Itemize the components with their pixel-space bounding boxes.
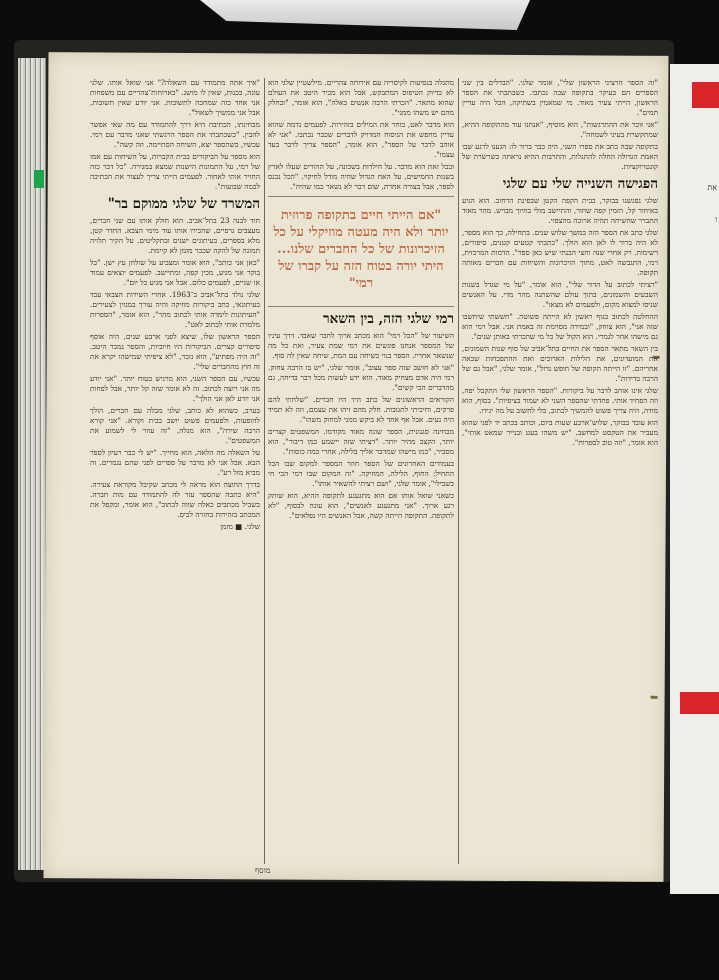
body-paragraph: מתגלה בנסיעות לקיסריה עם אירוחה צהריים. מילשטיין שלגי הוא לא בדיוק הטיפוס המתבקש, אבל הוא מכיר היטב את העולם שהוא מתאר. "הכרתי הרבה אנשים כאלה", הוא אומר, "ובחלק מהם יש משהו ממני". [268, 78, 454, 117]
body-paragraph: שלגי נולד בתל־אביב ב־1963. אחרי השירות הצבאי עבד כעיתונאי, כתב ביקורות מוזיקה והיה עורך במגזין לצעירים. "העיתונות לימדה אותי לכתוב מהר", הוא אומר, "הספרות מלמדת אותי לכתוב לאט". [90, 290, 260, 329]
article-column-right [462, 78, 658, 858]
next-page-edge [670, 64, 719, 894]
body-paragraph: השיעור של "הכל רמי" הוא מכתב ארוך לחבר שאבד. דרך עיניו של המספר אנחנו פוגשים את רמי שמת צעיר, ואת כל מה שנשאר אחריו. הספר בנוי כשיחה עם המת, שיחה שאין לה סוף. [268, 331, 454, 360]
body-paragraph: על השאלה מה הלאה, הוא מחייך. "יש לי כבר רעיון לספר הבא. אבל אני לא מדבר על ספרים לפני שהם נגמרים. זה מביא מזל רע". [90, 448, 260, 477]
pull-quote-rule [268, 196, 454, 197]
body-paragraph: שלגי אינו אוהב לדבר על ביקורות. "הספר הראשון שלי התקבל יפה, וזה הפחיד אותי. פחדתי שהספר השני לא יעמוד בציפיות". בסוף, הוא מודה, היה צריך פשוט להמשיך לכתוב, בלי לחשוב על מה יגידו. [462, 386, 658, 415]
body-paragraph: "כאן אני כותב", הוא אומר ומצביע על שולחן עץ ישן. "כל בוקר אני מגיע, מכין קפה, ומתיישב. לפעמים יוצאים עמוד או שניים, לפעמים כלום. אבל אני מגיע כל יום". [90, 258, 260, 287]
next-page-text-fragment: ו [714, 215, 717, 224]
red-header-block-lower [680, 692, 719, 714]
article-signoff: שלגי. ■ מזמן [220, 522, 260, 531]
body-paragraph: ההחלטה לכתוב בגוף ראשון לא הייתה פשוטה. "חששתי שיחשבו שזה אני", הוא צוחק, "ובמידה מסוימת זה באמת אני. אבל רמי הוא גם מישהו אחר לגמרי. הוא הקול של כל מי שהכרתי באותן שנים". [462, 312, 658, 341]
pull-quote: "אם הייתי חיים בתקופה פרוזית יותר ולא היה מעטה מוזיקלי על כל הזיכרונות של כל החברים שלנו... היתי יורה בטוח הזה על קברו של רמי" [273, 208, 449, 291]
body-paragraph: בעמודים האחרונים של הספר חוזר המספר למקום שבו הכל התחיל: החוף, הלילה, המוזיקה. "זה המקום שבו רמי הכי חי בשבילי", אומר שלגי, "ושם רציתי להשאיר אותו". [268, 459, 454, 488]
body-paragraph: הוא מספר על הביקורים בבית הקברות, על השיחות עם אמו של רמי, על התמונות הישנות שמצא במגירה. "כל דבר כזה החזיר אותי לאחור. לפעמים הייתי צריך לעצור את הכתיבה לכמה שבועות". [90, 152, 260, 191]
section-subheading: הפגישה השנייה שלי עם שלגי [502, 176, 658, 192]
body-paragraph: הספר הראשון שלו, שיצא לפני ארבע שנים, היה אוסף סיפורים קצרים. הביקורות היו חיוביות, והספר נמכר היטב. "זה היה מפתיע", הוא נזכר, "לא ציפיתי שמישהו יקרא את זה חוץ מהחברים שלי". [90, 332, 260, 371]
body-paragraph: "אני לא חושב שזה ספר עצוב", אומר שלגי, "יש בו הרבה צחוק. רמי היה אדם מצחיק מאוד. הוא ידע לעשות מכל דבר בדיחה, גם מהדברים הכי קשים". [268, 363, 454, 392]
body-paragraph: מבחינתו, הכתיבה היא דרך להתמודד עם מה שאי אפשר להבין. "כשכתבתי את הספר הרגשתי שאני מדבר עם רמי. עכשיו, כשהספר יצא, השיחה הסתיימה. וזה קשה". [90, 120, 260, 149]
body-paragraph: עכשיו, עם הספר השני, הוא מרגיש בטוח יותר. "אני יודע מה אני רוצה לכתוב. זה לא אומר שזה קל יותר, אבל לפחות אני יודע לאן אני הולך". [90, 374, 260, 403]
column-rule [458, 78, 459, 864]
body-paragraph: הוא עובד בבוקר, שלוש־ארבע שעות ביום, וכותב בכתב יד לפני שהוא מעביר את הטקסט למחשב. "יש משהו בעט ובנייר שמאט אותי", הוא אומר, "וזה טוב לספרות". [462, 418, 658, 447]
body-paragraph: "אני זוכר את ההתרגשות", הוא מוסיף, "אנחנו עוד מהתקופה ההיא, שמתקשרת בעיני לשמחה". [462, 120, 658, 139]
body-paragraph: "רציתי לכתוב על הדור שלי", הוא אומר, "על מי שגדל בשנות השבעים והשמונים, בתוך עולם שהשתנה מהר מדי. על האנשים שניסו למצוא מקום, ולפעמים לא מצאו". [462, 280, 658, 309]
article-column-left [90, 78, 260, 858]
body-paragraph: חוד לבנה 23 בתל־אביב. הוא חולק אותו עם שני חברים, מעצבים גרפיים, שהכירו אותו עוד מימי הצבא. החדר קטן, מלא בספרים, בעיתונים ישנים ובתקליטים. על הקיר תלויה תמונה של להקה שכבר מזמן לא קיימת. [90, 216, 260, 255]
body-paragraph: בערב, כשהוא לא כותב, שלגי מבלה עם חברים, הולך להופעות, ולפעמים פשוט יושב בבית וקורא. "אני קורא הרבה שירה", הוא מגלה, "זה עוזר לי לשמוע את המשפטים". [90, 406, 260, 445]
body-paragraph: הקוראים הראשונים של כתב היד היו חברים. "שלחתי להם פרקים, וחיכיתי לתגובות. חלק מהם זיהו את עצמם, וזה לא תמיד היה נעים. אבל אף אחד לא ביקש ממני למחוק משהו". [268, 395, 454, 424]
body-paragraph: מבחינה סגנונית, הספר שונה מאוד מקודמו. המשפטים קצרים יותר, הקצב מהיר יותר. "רציתי שזה יישמע כמו דיבור", הוא מסביר, "כמו מישהו שמדבר אליך בלילה, אחרי כמה כוסות". [268, 427, 454, 456]
paper-glare [200, 0, 530, 30]
body-paragraph: כשאני שואל אותו אם הוא מתגעגע לתקופה ההיא, הוא שותק רגע ארוך. "אני מתגעגע לאנשים", הוא עונה לבסוף, "לא לתקופה. התקופה הייתה קשה, אבל האנשים היו נפלאים". [268, 491, 454, 520]
column-rule [264, 78, 265, 864]
body-paragraph: שלגי נפגשנו בבוקר, בבית הקפה הקטן שבפינת הרחוב. הוא הגיע באיחור קל, הזמין קפה שחור, והתיישב מולי בחיוך מבויש. מהר מאוד התברר שהשיחה תהיה ארוכה מהצפוי. [462, 196, 658, 225]
body-paragraph: בדרך החוצה הוא מראה לי מכתב שקיבל מקוראת צעירה. "היא כתבה שהספר עזר לה להתמודד עם מות חברה. בשביל מכתבים כאלה שווה לכתוב", הוא אומר, ומקפל את המכתב בזהירות בחזרה לכיס. [90, 480, 260, 519]
body-paragraph: "זה הספר הרציני הראשון שלי", אומר שלגי. "הבדלים בין שני הספרים הם בעיקר בתקופה שבה נכתבו. כשכתבתי את הספר הראשון, הייתי צעיר מאוד. מי שמאמין בשתיקה, הכל היה עדיין תמים". [462, 78, 658, 117]
page-folio: מוסף [255, 866, 271, 875]
body-paragraph: בין השאר מתאר הספר את החיים בתל־אביב של סוף שנות השמונים, את המועדונים, את הלילות הארוכים ואת ההתפכחות שבאה אחריהם. "זו הייתה תקופה של חופש גדול", אומר שלגי, "אבל גם של הרבה בדידות". [462, 344, 658, 383]
red-header-block [692, 82, 719, 108]
body-paragraph: בתקופה שבה כתב את ספרו השני, היה כבר ברור לו: הגענו לרגע שבו האמת הגדולה החלה להתגלות, והתרבות ההיא נראתה כשרשרת של קונטרוקציות. [462, 142, 658, 171]
article-column-middle [268, 78, 454, 858]
section-subheading: המשרד של שלגי ממוקם בר" [107, 196, 260, 212]
green-tab-marker [34, 170, 44, 188]
body-paragraph: הוא מדבר לאט, בוחר את המילים בזהירות. לפעמים נדמה שהוא עדיין מחפש את הניסוח המדויק לדברים שכבר נכתבו. "אני לא אוהב לדבר על הספר", הוא אומר, "הספר צריך לדבר בעד עצמו". [268, 120, 454, 159]
next-page-text-fragment: את [707, 183, 717, 192]
section-subheading: רמי שלגי הזה, בין השאר [323, 311, 454, 327]
pull-quote-rule [268, 306, 454, 307]
body-paragraph: ובכל זאת הוא מדבר. על הילדות בשכונה, על ההורים שעלו לארץ בשנות החמישים, על האח הגדול שהיה מודל לחיקוי. "הכל נכנס לספר, אבל בצורה אחרת. שום דבר לא נשאר כמו שהיה". [268, 162, 454, 191]
body-paragraph: "איך אתה מתמודד עם השאלה?" אני שואל אותו. שלגי עונה, בכנות, שאין לו מושג. "בארוחות־צהריים עם משפחות אני אחד כזה שמחכה לתשובות. אני יודע שאין תשובות, אבל אני ממשיך לשאול". [90, 78, 260, 117]
body-paragraph: שלגי כתב את הספר הזה במשך שלוש שנים. בתחילה, כך הוא מספר, לא היה ברור לו לאן הוא הולך. "כתבתי קטעים קטנים, סיפורים, רשימות. רק אחרי שנה וחצי הבנתי שיש כאן ספר". הדמות המרכזית, רמי, התגבשה לאט, מתוך הזיכרונות והשיחות עם חברים מאותה תקופה. [462, 228, 658, 277]
